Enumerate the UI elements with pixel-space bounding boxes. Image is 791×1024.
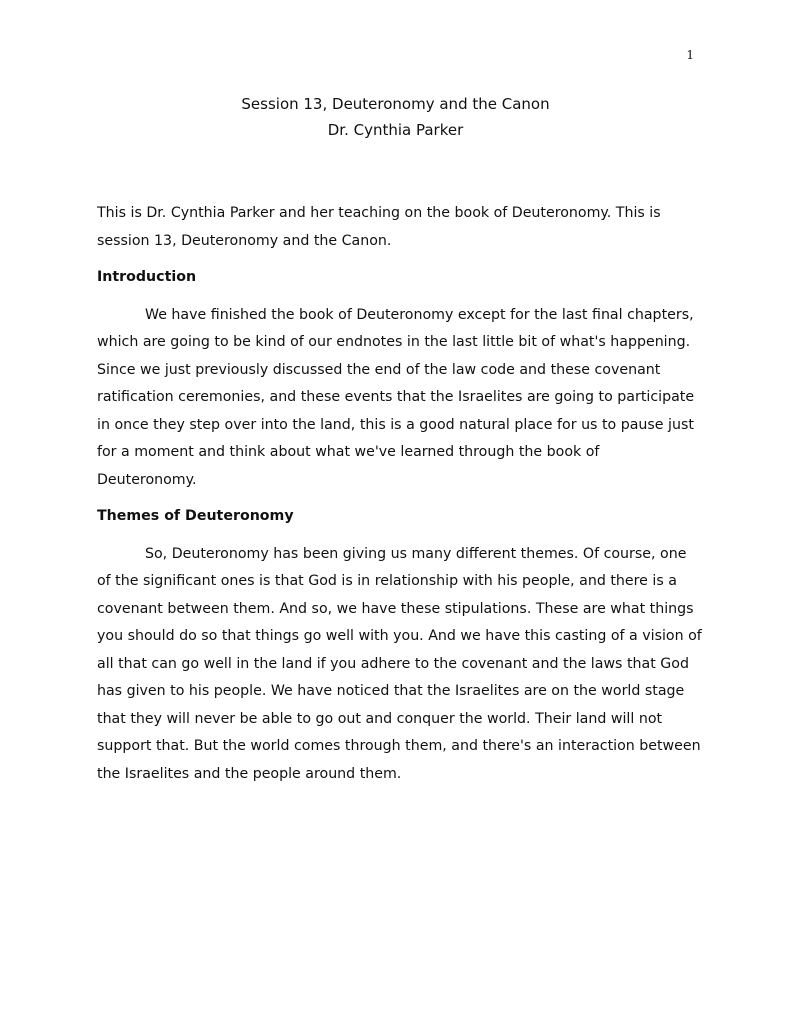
document-author: Dr. Cynthia Parker: [327, 121, 464, 139]
introduction-paragraph: We have finished the book of Deuteronomy except for the last final chapters, which are going to be kind of our endnotes in the last little bit of what's happening. Since we just previously discussed the end of the law code and these covenant ratification ceremonies, and these events that the Israelites are going to participate in once they step over into the land, this is a good natural place for us to pause just for a moment and think about what we've learned through the book of Deuteronomy.: [97, 306, 695, 488]
section-heading-introduction: Introduction: [97, 269, 197, 285]
page-number: 1: [686, 48, 694, 62]
document-title: Session 13, Deuteronomy and the Canon: [241, 95, 550, 113]
themes-paragraph: So, Deuteronomy has been giving us many different themes. Of course, one of the significant ones is that God is in relationship with his people, and there is a covenant between them. And so, we have these stipulations. These are what things you should do so that things go well with you. And we have this casting of a vision of all that can go well in the land if you adhere to the covenant and the laws that God has given to his people. We have noticed that the Israelites are on the world stage that they will never be able to go out and conquer the world. Their land will not support that. But the world comes through them, and there's an interaction between the Israelites and the people around them.: [97, 545, 702, 782]
intro-paragraph: This is Dr. Cynthia Parker and her teaching on the book of Deuteronomy. This is session 13, Deuteronomy and the Canon.: [97, 205, 661, 249]
document-body: [97, 200, 702, 797]
title-block: [0, 91, 791, 143]
section-heading-themes: Themes of Deuteronomy: [97, 508, 294, 524]
